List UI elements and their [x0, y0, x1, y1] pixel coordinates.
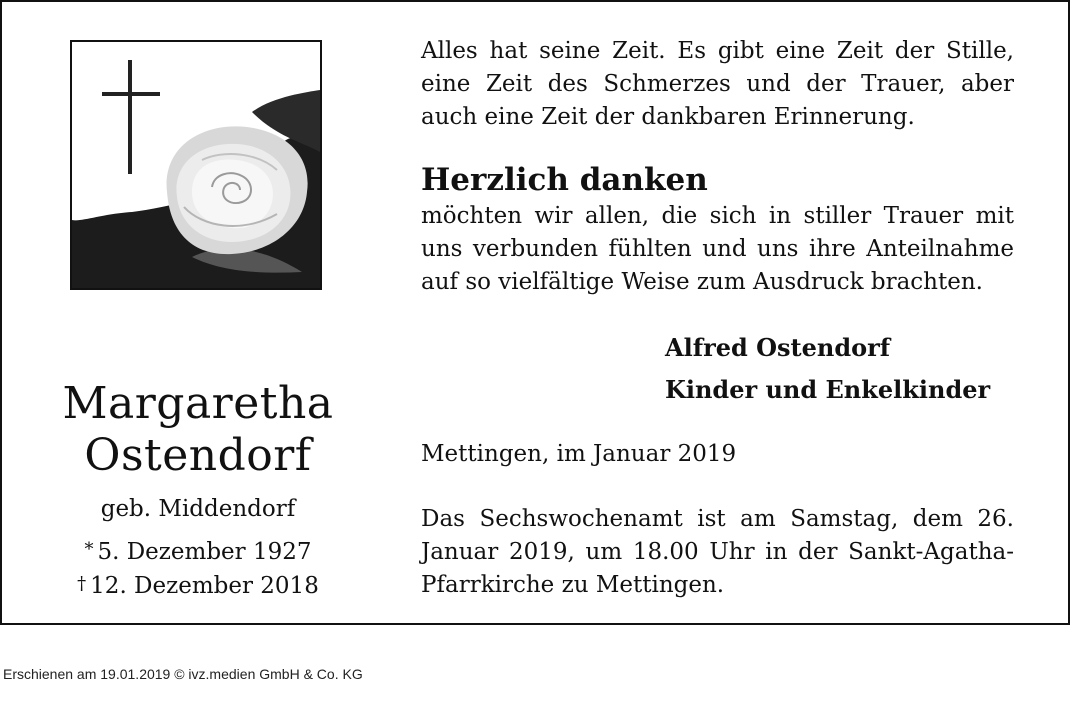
thanks-heading: Herzlich danken — [421, 162, 708, 198]
death-date-line — [22, 568, 374, 602]
rose-icon — [72, 42, 320, 288]
cross-icon — [102, 60, 160, 174]
quote-text: Alles hat seine Zeit. Es gibt eine Zeit der Stille, eine Zeit des Schmerzes und der Trauer, aber auch eine Zeit der dankbaren Erinnerung. — [421, 38, 1014, 130]
signer-name: Alfred Ostendorf — [665, 333, 891, 362]
publication-footer: Erschienen am 19.01.2019 © ivz.medien GmbH & Co. KG — [3, 666, 363, 682]
birth-date: 5. Dezember 1927 — [97, 539, 312, 565]
life-dates — [22, 534, 374, 602]
birth-symbol: * — [84, 539, 94, 560]
thanks-text: möchten wir allen, die sich in stiller Trauer mit uns verbunden fühlten und uns ihre Anteilnahme auf so vielfältige Weise zum Ausdruck brachten. — [421, 203, 1014, 295]
birth-date-line — [22, 534, 374, 568]
service-info: Das Sechswochenamt ist am Samstag, dem 26. Januar 2019, um 18.00 Uhr in der Sankt-Agatha-Pfarrkirche zu Mettingen. — [421, 506, 1014, 598]
place-date: Mettingen, im Januar 2019 — [421, 441, 737, 467]
deceased-last-name: Ostendorf — [84, 430, 312, 481]
death-date: 12. Dezember 2018 — [90, 573, 319, 599]
death-symbol: † — [77, 573, 87, 594]
signers — [665, 327, 990, 411]
memorial-image — [70, 40, 322, 290]
birth-name: geb. Middendorf — [100, 496, 296, 522]
deceased-info — [22, 378, 374, 602]
signer-family: Kinder und Enkelkinder — [665, 375, 991, 404]
deceased-first-name: Margaretha — [62, 378, 334, 429]
